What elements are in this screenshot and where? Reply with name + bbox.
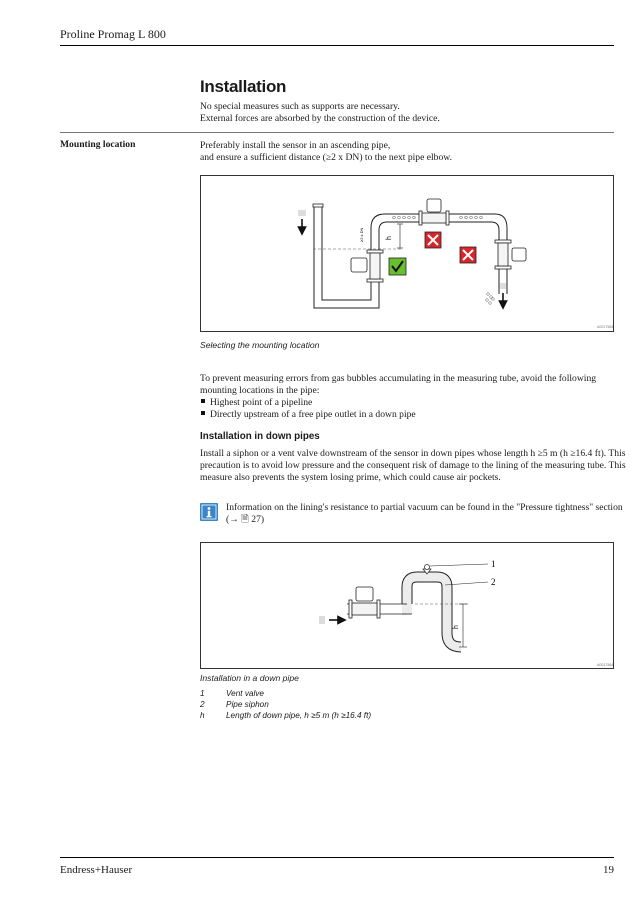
callout-1: 1 xyxy=(491,559,496,569)
gas-bubble-text xyxy=(200,373,596,421)
figure2-id: A0017564 xyxy=(597,663,613,667)
down-pipes-line-1: Install a siphon or a vent valve downstream of the sensor in down pipes whose length h ≥5 m (h ≥16.4 ft). This xyxy=(200,448,626,459)
bullet-item: Highest point of a pipeline xyxy=(200,397,596,409)
bullet-item: Directly upstream of a free pipe outlet in a down pipe xyxy=(200,409,596,421)
legend-text: Pipe siphon xyxy=(226,700,269,709)
mounting-line-2: and ensure a sufficient distance (≥2 x DN) to the next pipe elbow. xyxy=(200,152,452,163)
legend-key: 1 xyxy=(200,689,205,698)
gas-line-2: mounting locations in the pipe: xyxy=(200,385,320,396)
mounting-text xyxy=(200,140,452,164)
down-pipes-line-2: precaution is to avoid low pressure and the consequent risk of damage to the lining of the measuring tube. This xyxy=(200,460,626,471)
intro-text xyxy=(200,101,440,125)
down-pipes-line-3: measure also prevents the system losing prime, which could cause air pockets. xyxy=(200,472,501,483)
mounting-line-1: Preferably install the sensor in an ascending pipe, xyxy=(200,140,391,151)
legend-item xyxy=(200,711,500,723)
figure1-h-label: h xyxy=(386,236,393,240)
mounting-location-figure xyxy=(200,175,614,332)
running-header: Proline Promag L 800 xyxy=(60,27,166,41)
down-pipe-figure xyxy=(200,542,614,669)
section-title: Installation xyxy=(200,77,287,96)
down-pipes-text xyxy=(200,448,626,484)
page-number: 19 xyxy=(603,864,614,876)
figure1-id: A0017584 xyxy=(597,325,613,329)
section-divider xyxy=(60,132,614,133)
figure1-caption: Selecting the mounting location xyxy=(200,340,320,350)
down-pipe-diagram xyxy=(201,543,613,668)
footer-rule xyxy=(60,857,614,858)
mounting-location-diagram xyxy=(201,176,613,331)
legend-text: Length of down pipe, h ≥5 m (h ≥16.4 ft) xyxy=(226,711,372,720)
gas-line-1: To prevent measuring errors from gas bubbles accumulating in the measuring tube, avoid the following xyxy=(200,373,597,384)
mounting-location-label: Mounting location xyxy=(60,139,136,150)
intro-line-1: No special measures such as supports are necessary. xyxy=(200,101,400,112)
callout-2: 2 xyxy=(491,577,496,587)
legend-text: Vent valve xyxy=(226,689,264,698)
info-note xyxy=(226,502,623,526)
cross-icon xyxy=(460,247,476,263)
check-icon xyxy=(389,258,406,275)
info-icon xyxy=(200,503,218,521)
legend-key: 2 xyxy=(200,700,205,709)
info-line-1: Information on the lining's resistance to partial vacuum can be found in the "Pressure tightness" section xyxy=(226,502,623,513)
figure1-distance-label: ≥2 x DN xyxy=(359,227,364,242)
intro-line-2: External forces are absorbed by the construction of the device. xyxy=(200,113,440,124)
legend-key: h xyxy=(200,711,205,720)
figure2-h-label: h xyxy=(453,625,460,629)
down-pipes-heading: Installation in down pipes xyxy=(200,431,320,442)
figure2-caption: Installation in a down pipe xyxy=(200,673,299,683)
info-line-2: (→ 🗎 27) xyxy=(226,514,265,525)
cross-icon xyxy=(425,232,441,248)
header-rule xyxy=(60,45,614,46)
footer-brand: Endress+Hauser xyxy=(60,864,133,876)
